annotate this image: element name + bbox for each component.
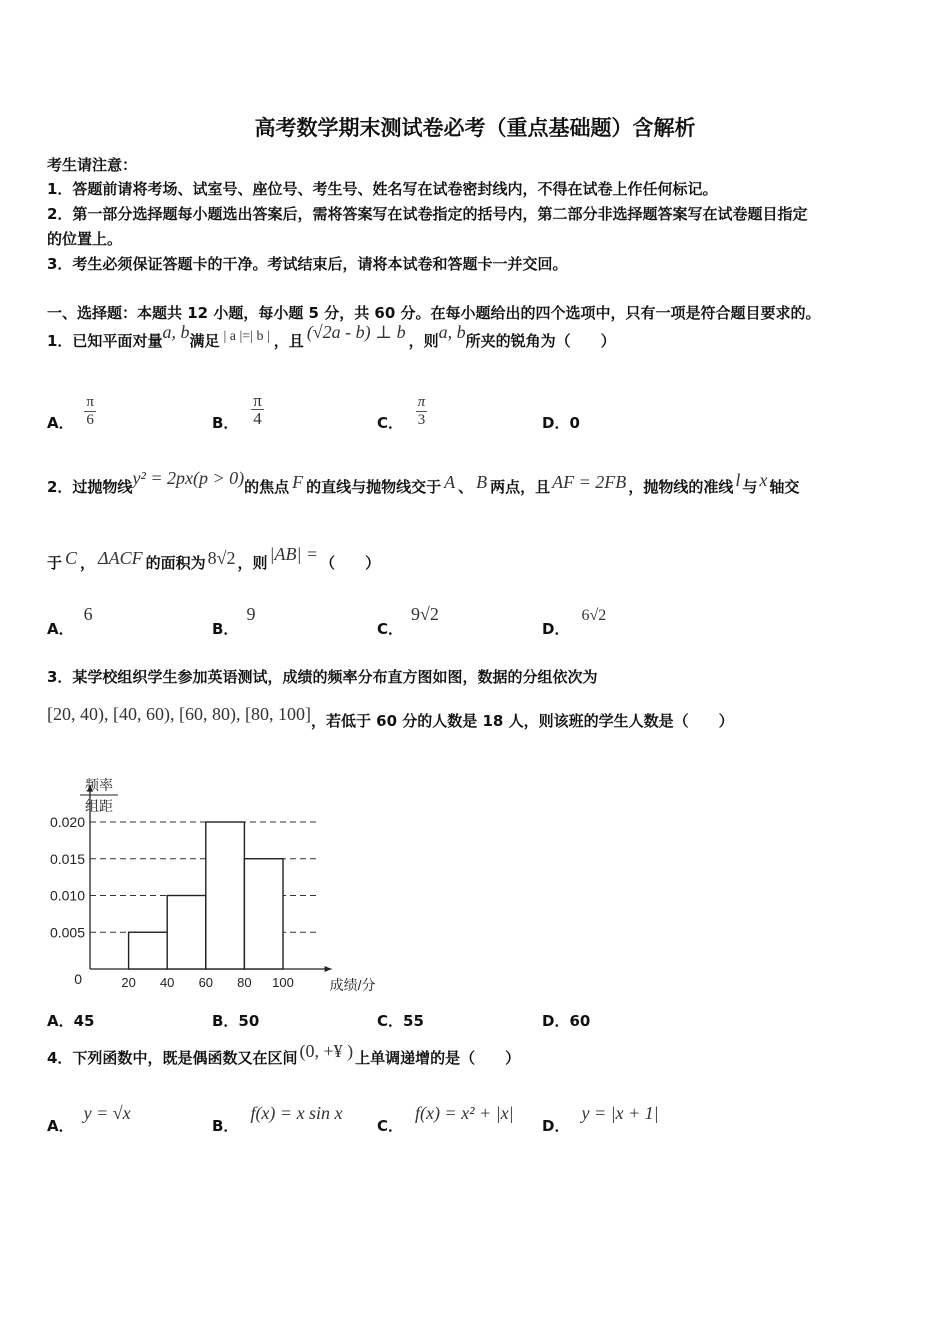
- q2-option-a[interactable]: A．6: [47, 604, 93, 638]
- q2-text: 2．过抛物线: [47, 478, 133, 496]
- notice-item: 1．答题前请将考场、试室号、座位号、考生号、姓名写在试卷密封线内，不得在试卷上作任何标记。: [47, 180, 718, 198]
- q4-option-c[interactable]: C．f(x) = x² + |x|: [377, 1103, 514, 1135]
- histogram-bar: [167, 896, 206, 970]
- notice-item: 的位置上。: [47, 230, 123, 248]
- section-heading: 一、选择题：本题共 12 小题，每小题 5 分，共 60 分。在每小题给出的四个选项中，只有一项是符合题目要求的。: [47, 304, 821, 322]
- q1-option-a-value: $\frac{\pi}{6}$: [86, 394, 94, 428]
- q2-text: （ ）: [320, 554, 381, 572]
- x-axis-label: 成绩/分: [329, 977, 376, 993]
- q2-option-c[interactable]: C．9√2: [377, 604, 439, 638]
- q4-option-d[interactable]: D．y = |x + 1|: [542, 1103, 659, 1135]
- q2-math: B: [476, 472, 488, 492]
- x-tick-label: 20: [121, 975, 136, 990]
- q2-math: l: [735, 470, 741, 490]
- q3-option-a[interactable]: A．45: [47, 1012, 95, 1030]
- q2-math: F: [292, 472, 304, 492]
- x-tick-label: 100: [272, 975, 294, 990]
- q2-math: C: [65, 548, 78, 568]
- q2-option-b[interactable]: B．9: [212, 604, 256, 638]
- q2-text: ，则: [237, 554, 268, 572]
- y-tick-label: 0.020: [49, 814, 85, 830]
- q2-math: x: [759, 470, 768, 490]
- q1-text: 满足: [189, 332, 220, 350]
- q2-text: 的面积为: [145, 554, 206, 572]
- q1-option-a[interactable]: A． $\frac{\pi}{6}$: [47, 394, 94, 432]
- q2-math: y² = 2px(p > 0): [132, 468, 245, 488]
- q2-option-d-value: 6√2: [581, 607, 607, 624]
- q1-text: ，且: [273, 332, 304, 350]
- q1-text: 1．已知平面对量: [47, 332, 163, 350]
- q2-math: 8√2: [207, 548, 236, 568]
- q2-option-d[interactable]: D．6√2: [542, 607, 607, 638]
- y-tick-label: 0.010: [49, 887, 85, 904]
- q4-option-c-value: f(x) = x² + |x|: [415, 1103, 514, 1123]
- q2-math: |AB| =: [269, 544, 319, 564]
- q4-option-a-value: y = √x: [83, 1103, 131, 1123]
- q4-option-a[interactable]: A．y = √x: [47, 1103, 131, 1135]
- y-axis-label-bottom: 组距: [85, 798, 113, 814]
- q4-text: 4．下列函数中，既是偶函数又在区间: [47, 1049, 298, 1067]
- notice-item: 2．第一部分选择题每小题选出答案后，需将答案写在试卷指定的括号内，第二部分非选择题答案写在试卷题目指定: [47, 205, 808, 223]
- q1-option-b-value: $\frac{\pi}{4}$: [253, 391, 262, 428]
- y-axis-label-top: 频率: [85, 777, 113, 793]
- q1-option-c[interactable]: C． $\frac{\pi}{3}$: [377, 394, 426, 432]
- notice-item: 3．考生必须保证答题卡的干净。考试结束后，请将本试卷和答题卡一并交回。: [47, 255, 568, 273]
- origin-label: 0: [74, 971, 82, 987]
- q4-option-b-value: f(x) = x sin x: [250, 1103, 343, 1123]
- q1-text: ，则: [408, 332, 439, 350]
- histogram-bar: [129, 932, 168, 969]
- q2-option-b-value: 9: [246, 604, 256, 624]
- q1-option-d[interactable]: D．0: [542, 414, 580, 432]
- q3-math: [20, 40), [40, 60), [60, 80), [80, 100]: [47, 704, 311, 724]
- q2-text: 轴交: [769, 478, 800, 496]
- q2-text: 、: [458, 478, 474, 496]
- y-tick-label: 0.005: [49, 924, 85, 941]
- q2-text: 的焦点: [244, 478, 290, 496]
- q1-text: 所夹的锐角为（ ）: [465, 332, 616, 350]
- x-tick-label: 80: [237, 975, 252, 990]
- histogram-chart: [40, 770, 376, 1000]
- question-1: [47, 322, 616, 351]
- question-2-line2: [47, 544, 381, 573]
- question-4: [47, 1041, 521, 1068]
- q4-math: (0, +¥ ): [299, 1041, 354, 1061]
- q2-text: 与: [742, 478, 758, 496]
- q2-option-c-value: 9√2: [411, 604, 439, 624]
- q3-text: ，若低于 60 分的人数是 18 人，则该班的学生人数是（ ）: [310, 712, 734, 730]
- histogram-bar: [244, 859, 283, 969]
- q1-option-c-value: $\frac{\pi}{3}$: [417, 394, 426, 428]
- x-tick-label: 60: [198, 975, 214, 990]
- y-tick-label: 0.015: [49, 850, 85, 867]
- q4-option-d-value: y = |x + 1|: [581, 1103, 659, 1123]
- question-3-line2: [47, 704, 734, 731]
- q3-option-d[interactable]: D．60: [542, 1012, 591, 1030]
- q1-math: (√2a - b) ⊥ b: [306, 322, 406, 342]
- q1-math: a, b: [438, 322, 466, 342]
- q2-text: ，: [80, 554, 96, 572]
- question-2: [47, 468, 800, 497]
- q3-option-c[interactable]: C．55: [377, 1012, 424, 1030]
- q2-math: ΔACF: [98, 548, 143, 568]
- q2-text: 两点，且: [490, 478, 551, 496]
- q3-option-b[interactable]: B．50: [212, 1012, 260, 1030]
- q4-text: 上单调递增的是（ ）: [355, 1049, 521, 1067]
- notice-heading: 考生请注意：: [47, 156, 138, 174]
- q2-text: ，抛物线的准线: [628, 478, 734, 496]
- q2-option-a-value: 6: [83, 604, 93, 624]
- q1-math: a, b: [162, 322, 190, 342]
- question-3-text: 3．某学校组织学生参加英语测试，成绩的频率分布直方图如图，数据的分组依次为: [47, 668, 598, 686]
- q2-text: 于: [47, 554, 63, 572]
- q4-option-b[interactable]: B．f(x) = x sin x: [212, 1103, 343, 1135]
- q1-option-b[interactable]: B． $\frac{\pi}{4}$: [212, 391, 262, 432]
- x-tick-label: 40: [159, 975, 175, 990]
- q2-text: 的直线与抛物线交于: [306, 478, 442, 496]
- q1-math: | a |=| b |: [223, 329, 270, 344]
- page-title: 高考数学期末测试卷必考（重点基础题）含解析: [254, 116, 696, 140]
- x-axis-arrow: [325, 966, 332, 972]
- q2-math: A: [444, 472, 456, 492]
- histogram-bar: [206, 822, 245, 969]
- q2-math: AF = 2FB: [552, 472, 627, 492]
